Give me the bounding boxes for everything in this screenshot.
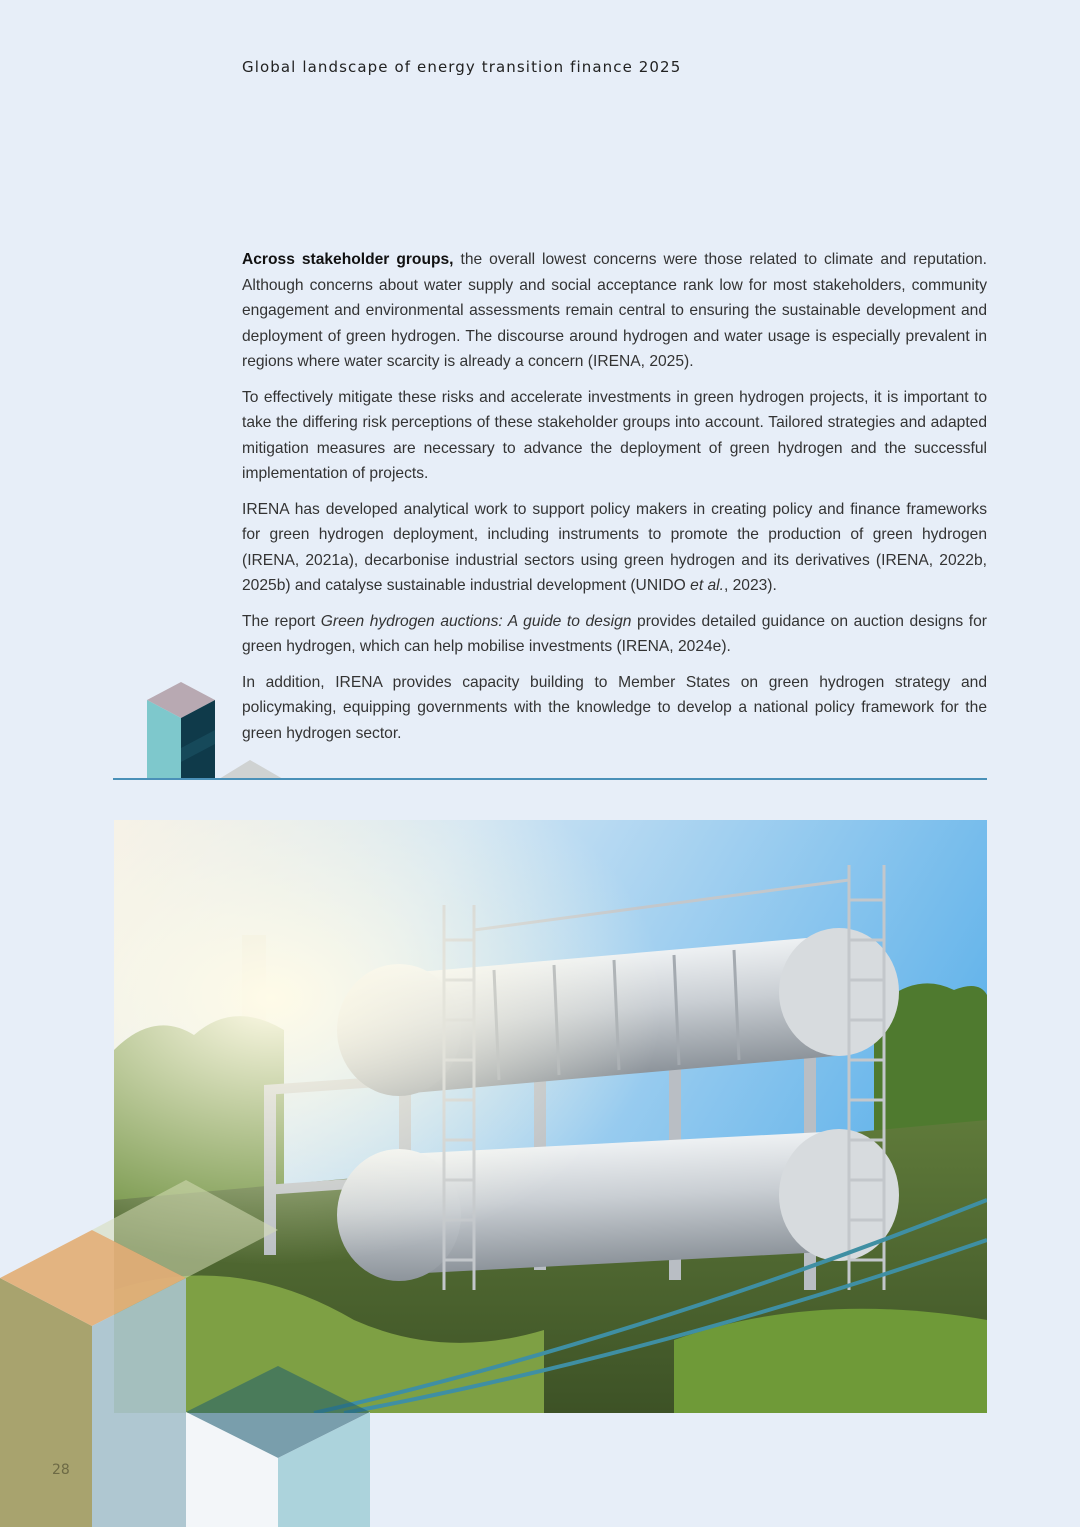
paragraph-text: IRENA has developed analytical work to support policy makers in creating policy and finance frameworks for green hydrogen deployment, including instruments to promote the production of green hydrogen (IRENA, 2021a), decarbonise industrial sectors using green hydrogen and its derivatives (IRENA, 2022b, 2025b) and catalyse sustainable industrial development (UNIDO bbox=[242, 500, 987, 594]
paragraph-irena-analytical-work bbox=[242, 497, 987, 599]
page-number: 28 bbox=[52, 1462, 70, 1478]
paragraph-text: The report bbox=[242, 612, 321, 630]
paragraph-text: , 2023). bbox=[723, 577, 777, 594]
paragraph-text: the overall lowest concerns were those related to climate and reputation. Although concerns about water supply and social acceptance rank low for most stakeholders, community engagement and environmental assessments remain central to ensuring the sustainable development and deployment of green hydrogen. The discourse around hydrogen and water usage is especially prevalent in regions where water scarcity is already a concern (IRENA, 2025). bbox=[242, 251, 987, 370]
paragraph-stakeholder-concerns bbox=[242, 247, 987, 375]
paragraph-text: provides detailed guidance on auction designs for green hydrogen, which can help mobilise investments (IRENA, 2024e). bbox=[242, 612, 987, 655]
cube-decoration-icon bbox=[147, 682, 287, 782]
paragraph-lead-in: Across stakeholder groups, bbox=[242, 251, 454, 268]
paragraph-auction-report bbox=[242, 609, 987, 660]
running-header: Global landscape of energy transition finance 2025 bbox=[242, 58, 682, 76]
paragraph-capacity-building: In addition, IRENA provides capacity building to Member States on green hydrogen strategy and policymaking, equipping governments with the knowledge to develop a national policy framework for the green hydrogen sector. bbox=[242, 673, 987, 742]
citation-et-al: et al. bbox=[690, 577, 724, 594]
paragraph-mitigate-risks: To effectively mitigate these risks and accelerate investments in green hydrogen projects, it is important to take the differing risk perceptions of these stakeholder groups into account. Tailored strategies and adapted mitigation measures are necessary to advance the deployment of green hydrogen and the successful implementation of projects. bbox=[242, 388, 987, 482]
section-divider bbox=[113, 778, 987, 780]
report-title: Green hydrogen auctions: A guide to design bbox=[320, 612, 632, 630]
body-text bbox=[242, 247, 987, 756]
